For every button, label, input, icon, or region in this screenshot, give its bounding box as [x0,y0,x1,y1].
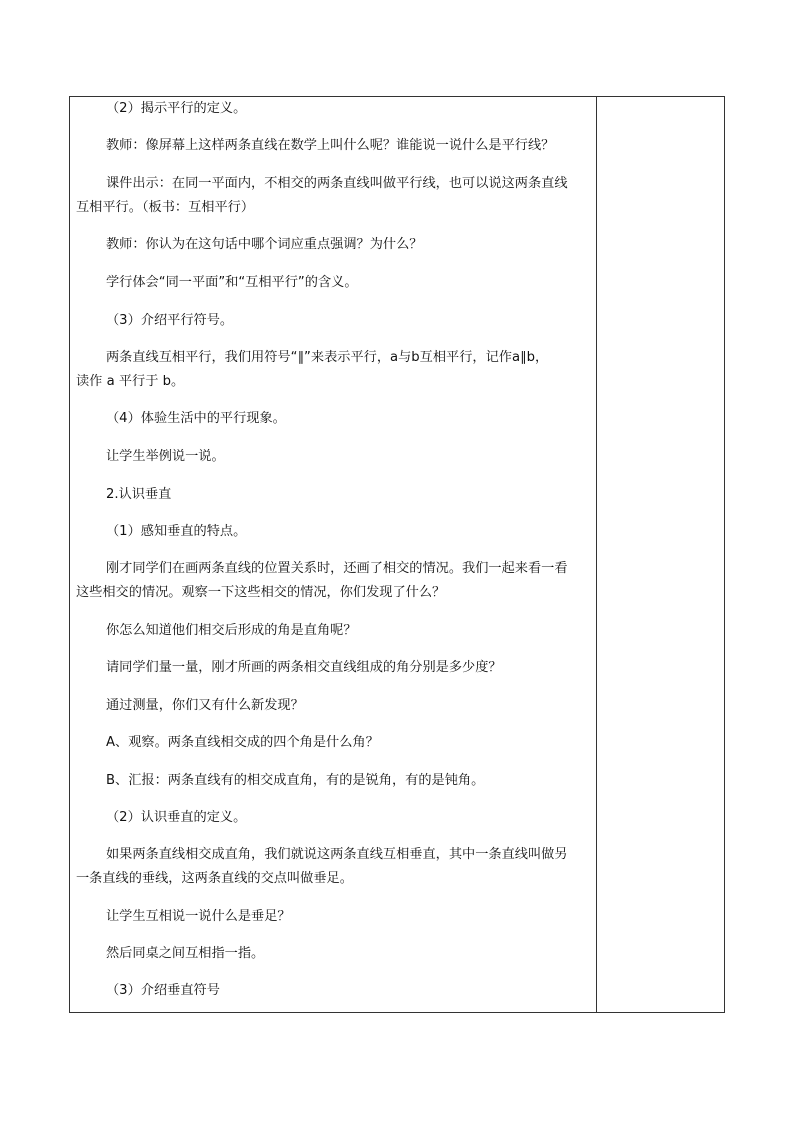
text-line: 学行体会“同一平面”和“互相平行”的含义。 [106,275,358,290]
text-line: （3）介绍平行符号。 [106,313,234,328]
text-line: 如果两条直线相交成直角，我们就说这两条直线互相垂直，其中一条直线叫做另 [106,847,568,862]
text-line: 这些相交的情况。观察一下这些相交的情况，你们发现了什么？ [76,585,446,600]
text-line: 两条直线互相平行，我们用符号“∥”来表示平行，a与b互相平行，记作a∥b， [106,350,549,365]
text-line: 让学生举例说一说。 [106,449,225,464]
text-line: 一条直线的垂线，这两条直线的交点叫做垂足。 [76,871,353,886]
text-line: （3）介绍垂直符号 [106,983,220,998]
text-line: B、汇报：两条直线有的相交成直角，有的是锐角，有的是钝角。 [106,773,485,788]
text-line: 刚才同学们在画两条直线的位置关系时，还画了相交的情况。我们一起来看一看 [106,561,568,576]
text-line: 教师：像屏幕上这样两条直线在数学上叫什么呢？谁能说一说什么是平行线？ [106,138,555,153]
section-heading: 2.认识垂直 [106,487,172,502]
text-line: （2）认识垂直的定义。 [106,810,247,825]
text-line: 然后同桌之间互相指一指。 [106,946,265,961]
text-line: 课件出示：在同一平面内，不相交的两条直线叫做平行线，也可以说这两条直线 [106,176,568,191]
text-line: A、观察。两条直线相交成的四个角是什么角？ [106,735,379,750]
text-line: 读作 a 平行于 b。 [76,374,185,389]
text-line: （4）体验生活中的平行现象。 [106,411,286,426]
text-line: 让学生互相说一说什么是垂足？ [106,909,291,924]
text-line: （1）感知垂直的特点。 [106,524,247,539]
notes-cell [597,97,724,1012]
text-line: （2）揭示平行的定义。 [106,101,247,116]
text-line: 互相平行。（板书：互相平行） [76,200,255,215]
text-line: 请同学们量一量，刚才所画的两条相交直线组成的角分别是多少度？ [106,660,502,675]
text-line: 你怎么知道他们相交后形成的角是直角呢？ [106,623,357,638]
lesson-table [69,96,725,1013]
lesson-content-cell [70,97,597,1012]
text-line: 教师：你认为在这句话中哪个词应重点强调？为什么？ [106,237,423,252]
text-line: 通过测量，你们又有什么新发现？ [106,698,304,713]
